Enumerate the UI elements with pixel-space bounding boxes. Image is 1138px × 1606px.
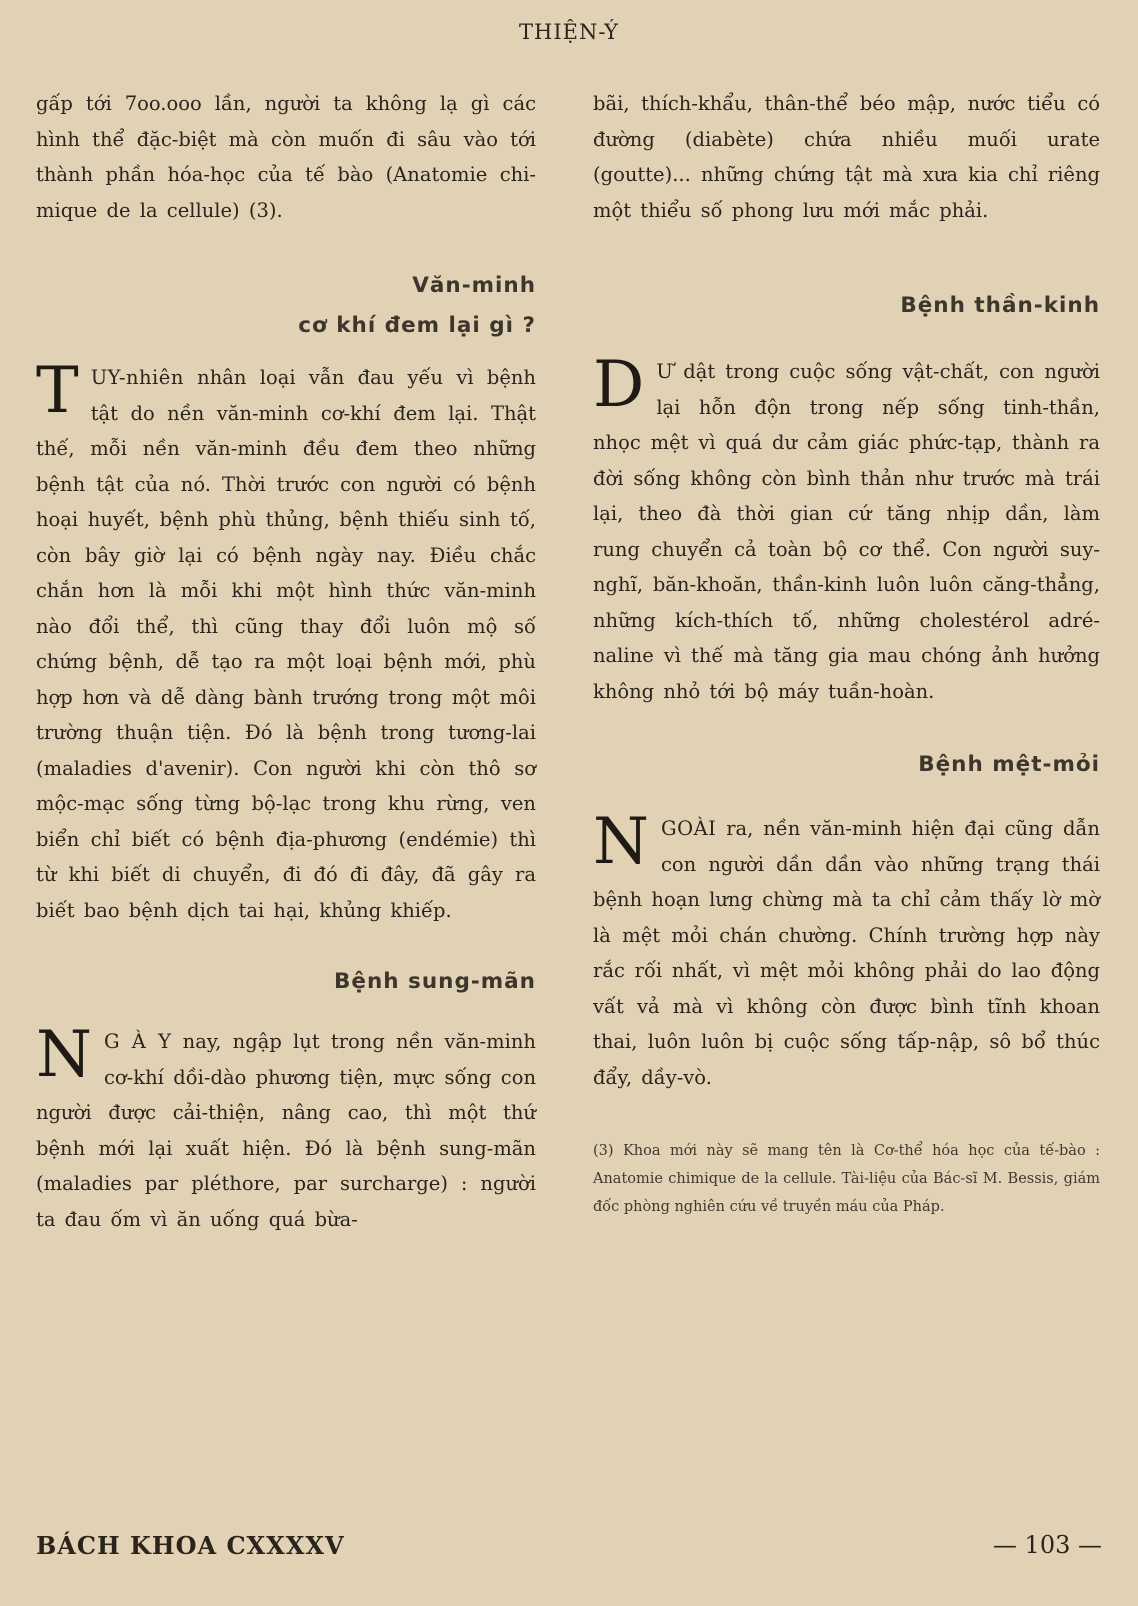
publication-footer: BÁCH KHOA CXXXXV xyxy=(36,1531,345,1560)
drop-cap: N xyxy=(36,1018,92,1092)
lead-word: Ư xyxy=(656,360,674,383)
spacer xyxy=(36,1002,536,1024)
spacer xyxy=(593,228,1100,286)
section-heading: Bệnh sung-mãn xyxy=(333,969,536,994)
spacer xyxy=(36,346,536,360)
section-heading: Văn-minh xyxy=(412,273,536,298)
footnote: (3) Khoa mới này sẽ mang tên là Cơ-thể hóa học của tế-bào : Anatomie chimique de la cellule. Tài-liệu của Bác-sĩ M. Bessis, giám đốc phòng nghiên cứu về truyền máu của Pháp. xyxy=(593,1143,1100,1215)
continuation-paragraph: gấp tới 7oo.ooo lần, người ta không lạ gì các hình thể đặc-biệt mà còn muốn đi sâu vào tới thành phần hóa-học của tế bào (Anatomie chi-mique de la cellule) (3). xyxy=(36,92,536,222)
spacer xyxy=(593,785,1100,811)
spacer xyxy=(36,228,536,266)
lead-word: UY-nhiên xyxy=(90,366,184,389)
drop-cap: D xyxy=(593,348,645,422)
body-paragraph xyxy=(36,1018,536,1237)
continuation-paragraph: bãi, thích-khẩu, thân-thể béo mập, nước tiểu có đường (diabète) chứa nhiều muối urate (goutte)... những chứng tật mà xưa kia chỉ riêng một thiểu số phong lưu mới mắc phải. xyxy=(593,92,1100,222)
left-column xyxy=(36,86,536,1237)
right-column xyxy=(593,86,1100,1221)
drop-cap: T xyxy=(36,354,79,428)
body-paragraph xyxy=(36,354,536,928)
body-paragraph xyxy=(593,348,1100,709)
paragraph-text: nay, ngập lụt trong nền văn-minh cơ-khí dồi-dào phương tiện, mực sống con người được cải-thiện, nâng cao, thì một thứ bệnh mới lại xuất hiện. Đó là bệnh sung-mãn (maladies par pléthore, par surcharge) : người ta đau ốm vì ăn uống quá bừa- xyxy=(36,1030,536,1231)
spacer xyxy=(593,1095,1100,1137)
section-heading-line2: cơ khí đem lại gì ? xyxy=(298,313,536,338)
section-heading: Bệnh thần-kinh xyxy=(900,293,1100,318)
spacer xyxy=(593,709,1100,745)
paragraph-text: nhân loại vẫn đau yếu vì bệnh tật do nền văn-minh cơ-khí đem lại. Thật thế, mỗi nền văn-minh đều đem theo những bệnh tật của nó. Thời trước con người có bệnh hoại huyết, bệnh phù thủng, bệnh thiếu sinh tố, còn bây giờ lại có bệnh ngày nay. Điều chắc chắn hơn là mỗi khi một hình thức văn-minh nào đổi thể, thì cũng thay đổi luôn mộ số chứng bệnh, dễ tạo ra một loại bệnh mới, phù hợp hơn và dễ dàng bành trướng trong một môi trường thuận tiện. Đó là bệnh trong tương-lai (maladies d'avenir). Con người khi còn thô sơ mộc-mạc sống từng bộ-lạc trong khu rừng, ven biển chỉ biết có bệnh địa-phương (endémie) thì từ khi biết di chuyển, đi đó đi đây, đã gây ra biết bao bệnh dịch tai hại, khủng khiếp. xyxy=(36,366,536,922)
section-heading: Bệnh mệt-mỏi xyxy=(918,752,1100,777)
lead-word: G À Y xyxy=(104,1030,172,1053)
running-head: THIỆN-Ý xyxy=(519,20,619,44)
body-paragraph xyxy=(593,805,1100,1095)
drop-cap: N xyxy=(593,805,649,879)
paragraph-text: dật trong cuộc sống vật-chất, con người lại hỗn độn trong nếp sống tinh-thần, nhọc mệt vì quá dư cảm giác phức-tạp, thành ra đời sống không còn bình thản như trước mà trái lại, theo đà thời gian cứ tăng nhịp dần, làm rung chuyển cả toàn bộ cơ thể. Con người suy-nghĩ, băn-khoăn, thần-kinh luôn luôn căng-thẳng, những kích-thích tố, những cholestérol adré-naline vì thế mà tăng gia mau chóng ảnh hưởng không nhỏ tới bộ máy tuần-hoàn. xyxy=(593,360,1100,703)
spacer xyxy=(593,326,1100,354)
page-number: — 103 — xyxy=(992,1531,1102,1559)
lead-word: GOÀI xyxy=(661,817,717,840)
spacer xyxy=(36,928,536,962)
paragraph-text: ra, nền văn-minh hiện đại cũng dẫn con người dần dần vào những trạng thái bệnh hoạn lưng chừng mà ta chỉ cảm thấy lờ mờ là mệt mỏi chán chường. Chính trường hợp này rắc rối nhất, vì mệt mỏi không phải do lao động vất vả mà vì không còn được bình tĩnh khoan thai, luôn luôn bị cuộc sống tấp-nập, sô bổ thúc đẩy, dầy-vò. xyxy=(593,817,1100,1089)
